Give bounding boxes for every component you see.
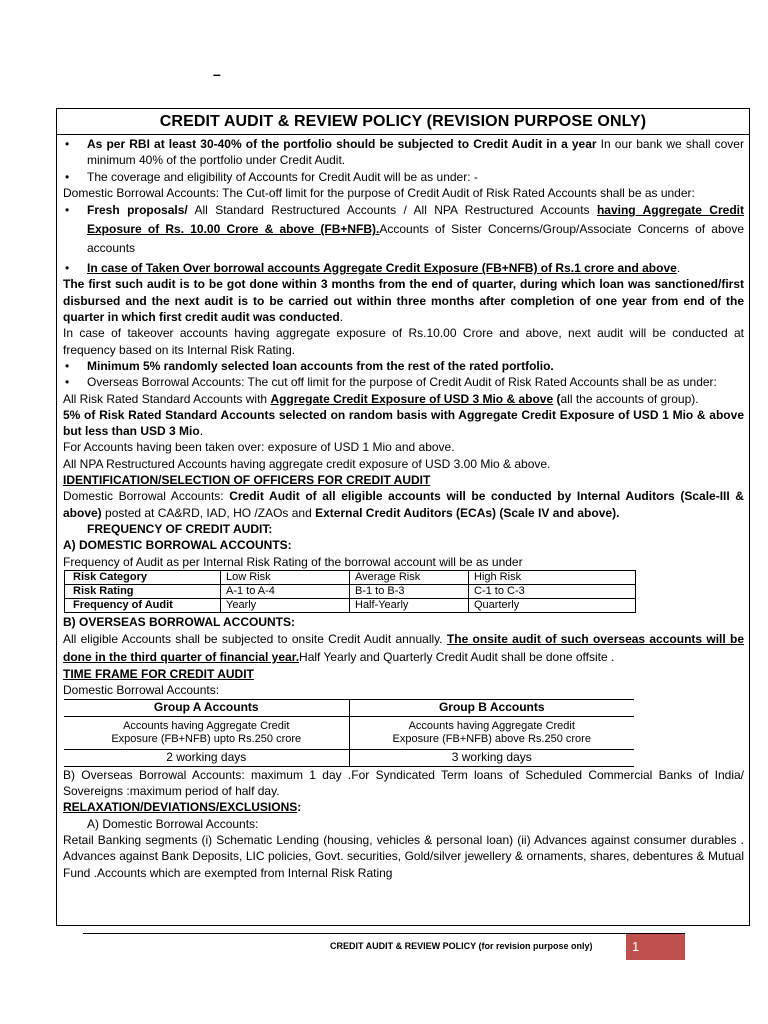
table-row: [64, 716, 634, 749]
frequency-table: [64, 570, 636, 613]
taken-over-text: In case of Taken Over borrowal accounts Aggregate Credit Exposure (FB+NFB) of Rs.1 crore and above: [87, 261, 677, 276]
group-a-desc-1: Accounts having Aggregate Credit: [123, 719, 290, 732]
bullet-dot: •: [65, 203, 70, 218]
npa-usd: All NPA Restructured Accounts having aggregate credit exposure of USD 3.00 Mio & above.: [63, 456, 551, 471]
ident-pre: Domestic Borrowal Accounts:: [63, 489, 230, 504]
overseas-para: [63, 630, 744, 666]
pct5-para: [63, 407, 744, 440]
table-cell: High Risk: [469, 570, 636, 584]
table-row: [65, 598, 636, 612]
domestic-heading: A) DOMESTIC BORROWAL ACCOUNTS:: [63, 538, 292, 553]
table-cell: C-1 to C-3: [469, 584, 636, 598]
group-b-desc-2: Exposure (FB+NFB) above Rs.250 crore: [392, 732, 591, 745]
fresh-text: All Standard Restructured Accounts / All NPA Restructured Accounts: [187, 203, 597, 218]
group-a-desc: [64, 716, 349, 749]
group-b-desc: [349, 716, 634, 749]
table-cell: A-1 to A-4: [221, 584, 350, 598]
bullet-fresh: [63, 201, 744, 258]
table-cell: Average Risk: [350, 570, 469, 584]
takeover-10cr: In case of takeover accounts having aggregate exposure of Rs.10.00 Crore and above, next audit will be conducted at frequency based on its Internal Risk Rating.: [63, 326, 744, 357]
all-risk-paren: (: [553, 391, 561, 406]
bullet-dot: •: [65, 358, 70, 373]
time-heading: TIME FRAME FOR CREDIT AUDIT: [63, 667, 254, 682]
fresh-bold: Fresh proposals/: [87, 203, 188, 218]
min5-text: Minimum 5% randomly selected loan accounts from the rest of the rated portfolio.: [87, 358, 554, 373]
page-number-badge: [626, 934, 685, 960]
table-row: [64, 749, 634, 766]
page-number: 1: [632, 939, 640, 954]
time-domestic: Domestic Borrowal Accounts:: [63, 683, 220, 698]
overseas-pre: All eligible Accounts shall be subjected to onsite Credit Audit annually.: [63, 632, 447, 647]
bullet-rbi-bold: As per RBI at least 30-40% of the portfolio should be subjected to Credit Audit in a year: [87, 137, 597, 151]
group-a-head: Group A Accounts: [64, 699, 349, 716]
overseas-post: Half Yearly and Quarterly Credit Audit shall be done offsite .: [299, 650, 615, 665]
relax-colon: :: [297, 800, 302, 815]
table-cell: Risk Rating: [65, 584, 221, 598]
table-row: [65, 570, 636, 584]
taken-over-tail: .: [676, 261, 681, 276]
ident-internal: Credit Audit of all eligible accounts will be conducted by Internal Auditors (Scale-III & above): [63, 489, 744, 520]
ident-heading: IDENTIFICATION/SELECTION OF OFFICERS FOR CREDIT AUDIT: [63, 473, 431, 488]
bullet-dot: •: [65, 375, 70, 390]
table-cell: Frequency of Audit: [65, 598, 221, 612]
group-a-desc-2: Exposure (FB+NFB) upto Rs.250 crore: [111, 732, 302, 745]
bullet-dot: •: [65, 169, 70, 184]
table-row: [64, 699, 634, 716]
overseas-heading: B) OVERSEAS BORROWAL ACCOUNTS:: [63, 614, 296, 629]
freq-heading: FREQUENCY OF CREDIT AUDIT:: [87, 521, 273, 536]
first-audit-text: The first such audit is to be got done within 3 months from the end of quarter, during which loan was sanctioned/first disbursed and the next audit is to be carried out within three months after completion of one year from end of the quarter in which first credit audit was conducted: [63, 277, 744, 325]
all-risk-post: all the accounts of group).: [560, 391, 699, 406]
bullet-taken-over: [63, 260, 744, 276]
table-cell: Low Risk: [221, 570, 350, 584]
table-cell: B-1 to B-3: [350, 584, 469, 598]
policy-content: [57, 135, 749, 881]
first-audit-para: [63, 276, 744, 325]
group-a-days: 2 working days: [64, 749, 349, 766]
bullet-overseas-cutoff: [63, 374, 744, 390]
pct5-tail: .: [199, 424, 204, 439]
freq-intro: Frequency of Audit as per Internal Risk Rating of the borrowal account will be as under: [63, 554, 523, 569]
domestic-cutoff: Domestic Borrowal Accounts: The Cut-off limit for the purpose of Credit Audit of Risk Rated Accounts shall be as under:: [63, 185, 695, 200]
bullet-coverage-text: The coverage and eligibility of Accounts for Credit Audit will be as under: -: [87, 169, 478, 184]
footer-rule: [83, 933, 685, 934]
group-b-head: Group B Accounts: [438, 700, 545, 715]
policy-title: CREDIT AUDIT & REVIEW POLICY (REVISION PURPOSE ONLY): [57, 109, 749, 135]
relax-heading: RELAXATION/DEVIATIONS/EXCLUSIONS: [63, 800, 298, 815]
group-b-desc-1: Accounts having Aggregate Credit: [408, 719, 575, 732]
table-cell: Yearly: [221, 598, 350, 612]
bullet-min5: [63, 358, 744, 374]
fresh-sister: Accounts of Sister Concerns/Group/Associate Concerns of above accounts: [87, 222, 744, 256]
table-row: [65, 584, 636, 598]
bullet-dot: •: [65, 137, 70, 151]
footer-title: CREDIT AUDIT & REVIEW POLICY (for revision purpose only): [330, 941, 593, 951]
relax-heading-line: [63, 799, 744, 815]
retail-para: Retail Banking segments (i) Schematic Lending (housing, vehicles & personal loan) (ii) Advances against consumer durables . Advances against Bank Deposits, LIC policies, Govt. securities, Gold/silver jewellery & ornaments, shares, debentures & Mutual Fund .Accounts which are exempted from Internal Risk Rating: [63, 832, 744, 880]
fresh-exposure: having Aggregate Credit Exposure of Rs. 10.00 Crore & above (FB+NFB).: [87, 203, 744, 237]
overseas-onsite: The onsite audit of such overseas accounts will be done in the third quarter of financial year.: [63, 632, 744, 665]
table-cell: Half-Yearly: [350, 598, 469, 612]
ident-external: External Credit Auditors (ECAs) (Scale IV and above).: [315, 505, 620, 520]
all-risk-exposure: Aggregate Credit Exposure of USD 3 Mio & above: [270, 391, 554, 406]
time-overseas: B) Overseas Borrowal Accounts: maximum 1 day .For Syndicated Term loans of Scheduled Commercial Banks of India/ Sovereigns :maximum period of half day.: [63, 767, 744, 799]
pct5-text: 5% of Risk Rated Standard Accounts selected on random basis with Aggregate Credit Exposure of USD 1 Mio & above but less than USD 3 Mio: [63, 407, 744, 439]
ident-para: [63, 488, 744, 521]
header-dash: –: [213, 66, 221, 82]
first-audit-tail: .: [339, 310, 344, 325]
bullet-dot: •: [65, 261, 70, 276]
all-risk-para: [63, 391, 744, 407]
policy-box: [56, 108, 750, 926]
taken-usd: For Accounts having been taken over: exposure of USD 1 Mio and above.: [63, 440, 455, 455]
table-cell: Risk Category: [65, 570, 221, 584]
relax-domestic: A) Domestic Borrowal Accounts:: [87, 816, 259, 831]
overseas-cutoff-text: Overseas Borrowal Accounts: The cut off limit for the purpose of Credit Audit of Risk Rated Accounts shall be as under:: [87, 375, 717, 390]
time-frame-table: [64, 699, 634, 767]
table-cell: Quarterly: [469, 598, 636, 612]
bullet-rbi: [63, 136, 744, 169]
bullet-coverage: [63, 169, 744, 185]
all-risk-pre: All Risk Rated Standard Accounts with: [63, 391, 271, 406]
group-b-days: 3 working days: [451, 750, 532, 765]
ident-mid: posted at CA&RD, IAD, HO /ZAOs and: [101, 505, 316, 520]
bullet-rbi-text: In our bank we shall cover minimum 40% of the portfolio under Credit Audit.: [87, 137, 744, 168]
